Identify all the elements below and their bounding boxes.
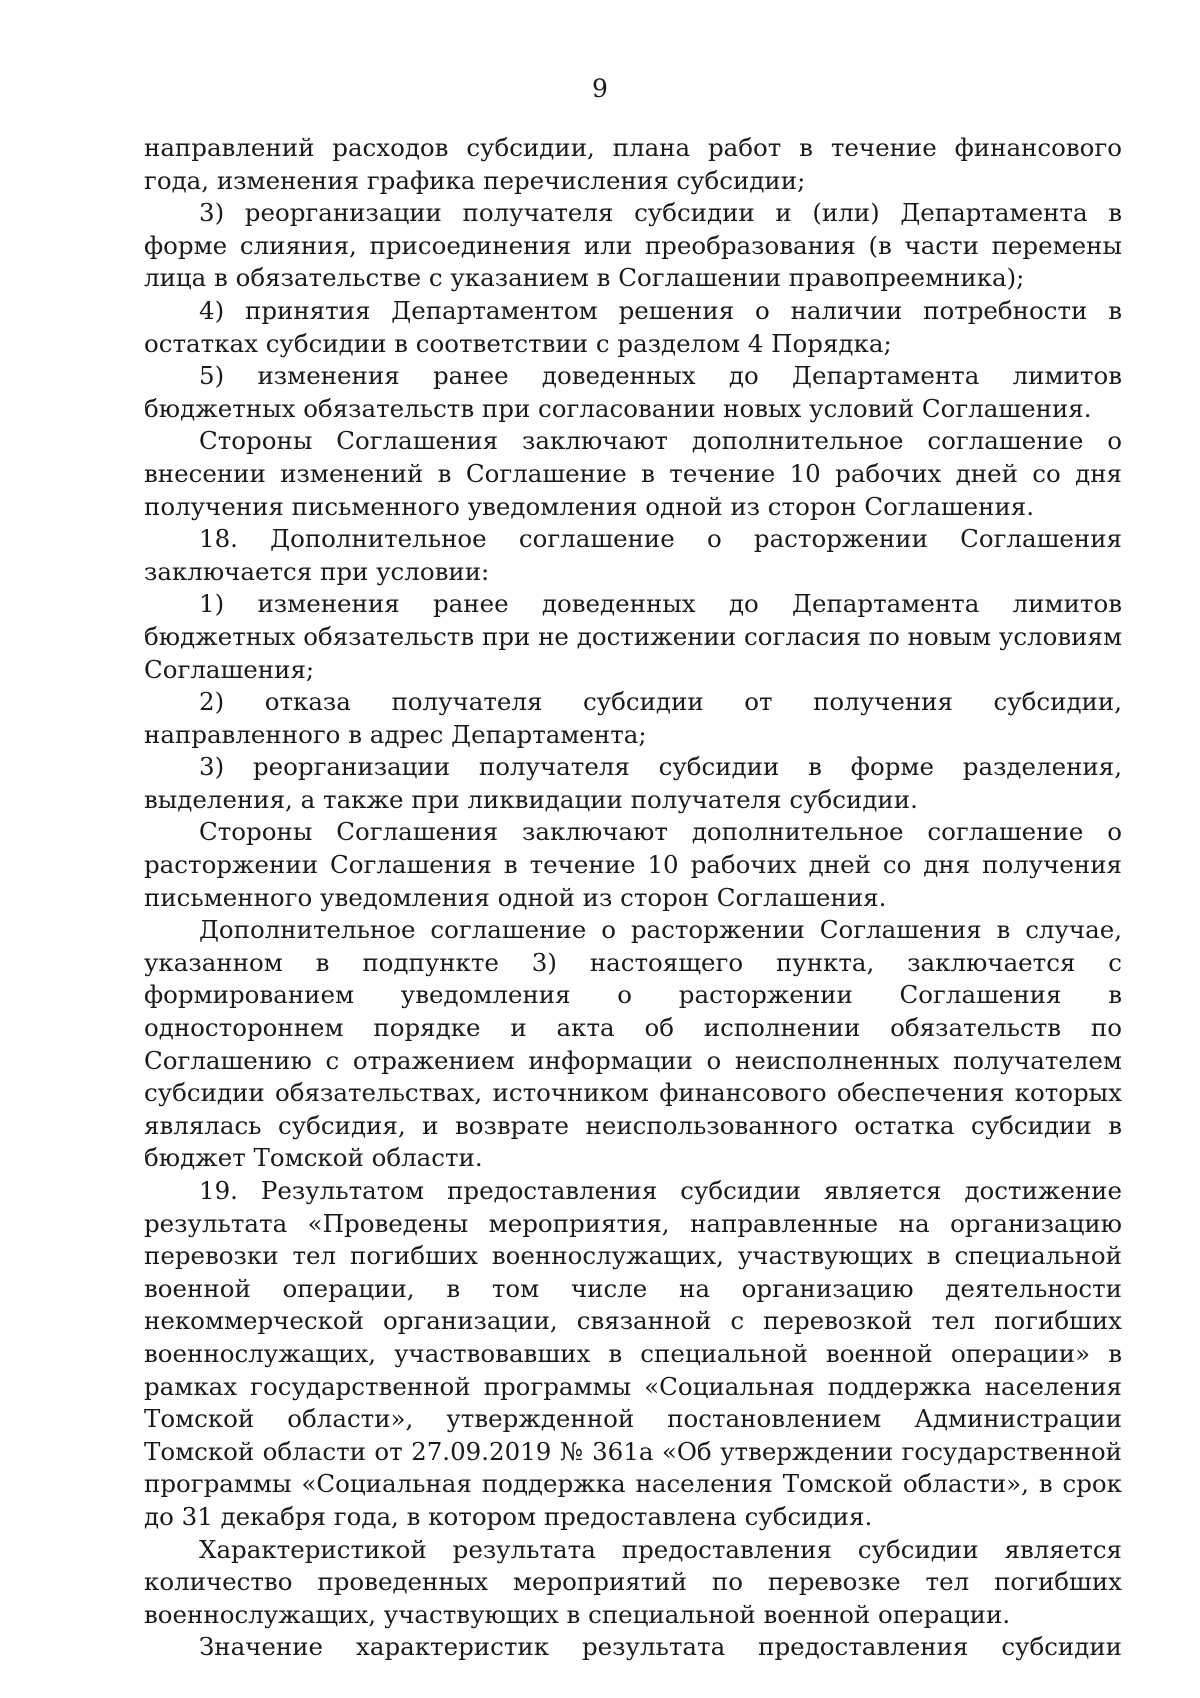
document-body	[144, 132, 1122, 1664]
paragraph: 18. Дополнительное соглашение о расторжении Соглашения заключается при условии:	[144, 524, 1122, 586]
paragraph: Стороны Соглашения заключают дополнительное соглашение о внесении изменений в Соглашение в течение 10 рабочих дней со дня получения письменного уведомления одной из сторон Соглашения.	[144, 426, 1122, 521]
paragraph: 4) принятия Департаментом решения о наличии потребности в остатках субсидии в соответствии с разделом 4 Порядка;	[144, 295, 1122, 358]
paragraph: Значение характеристик результата предоставления субсидии	[199, 1632, 1122, 1662]
paragraph: направлений расходов субсидии, плана работ в течение финансового года, изменения графика перечисления субсидии;	[144, 133, 1122, 195]
paragraph: 3) реорганизации получателя субсидии в форме разделения, выделения, а также при ликвидации получателя субсидии.	[144, 752, 1122, 814]
paragraph: 5) изменения ранее доведенных до Департамента лимитов бюджетных обязательств при согласовании новых условий Соглашения.	[144, 361, 1122, 423]
paragraph: 1) изменения ранее доведенных до Департамента лимитов бюджетных обязательств при не достижении согласия по новым условиям Соглашения;	[144, 589, 1122, 684]
paragraph: Стороны Соглашения заключают дополнительное соглашение о расторжении Соглашения в течение 10 рабочих дней со дня получения письменного уведомления одной из сторон Соглашения.	[144, 817, 1122, 912]
paragraph: 19. Результатом предоставления субсидии является достижение результата «Проведены мероприятия, направленные на организацию перевозки тел погибших военнослужащих, участвующих в специальной военной операции, в том числе на организацию деятельности некоммерческой организации, связанной с перевозкой тел погибших военнослужащих, участвовавших в специальной военной операции» в рамках государственной программы «Социальная поддержка населения Томской области», утвержденной постановлением Администрации Томской области от 27.09.2019 № 361а «Об утверждении государственной программы «Социальная поддержка населения Томской области», в срок до 31 декабря года, в котором предоставлена субсидия.	[144, 1176, 1122, 1531]
paragraph: Характеристикой результата предоставления субсидии является количество проведенных мероприятий по перевозке тел погибших военнослужащих, участвующих в специальной военной операции.	[144, 1534, 1122, 1629]
page-number: 9	[592, 74, 608, 103]
paragraph: Дополнительное соглашение о расторжении Соглашения в случае, указанном в подпункте 3) настоящего пункта, заключается с формированием уведомления о расторжении Соглашения в одностороннем порядке и акта об исполнении обязательств по Соглашению с отражением информации о неисполненных получателем субсидии обязательствах, источником финансового обеспечения которых являлась субсидия, и возврате неиспользованного остатка субсидии в бюджет Томской области.	[144, 915, 1122, 1173]
paragraph: 2) отказа получателя субсидии от получения субсидии, направленного в адрес Департамента;	[144, 687, 1122, 749]
paragraph: 3) реорганизации получателя субсидии и (или) Департамента в форме слияния, присоединения или преобразования (в части перемены лица в обязательстве с указанием в Соглашении правопреемника);	[144, 198, 1122, 293]
